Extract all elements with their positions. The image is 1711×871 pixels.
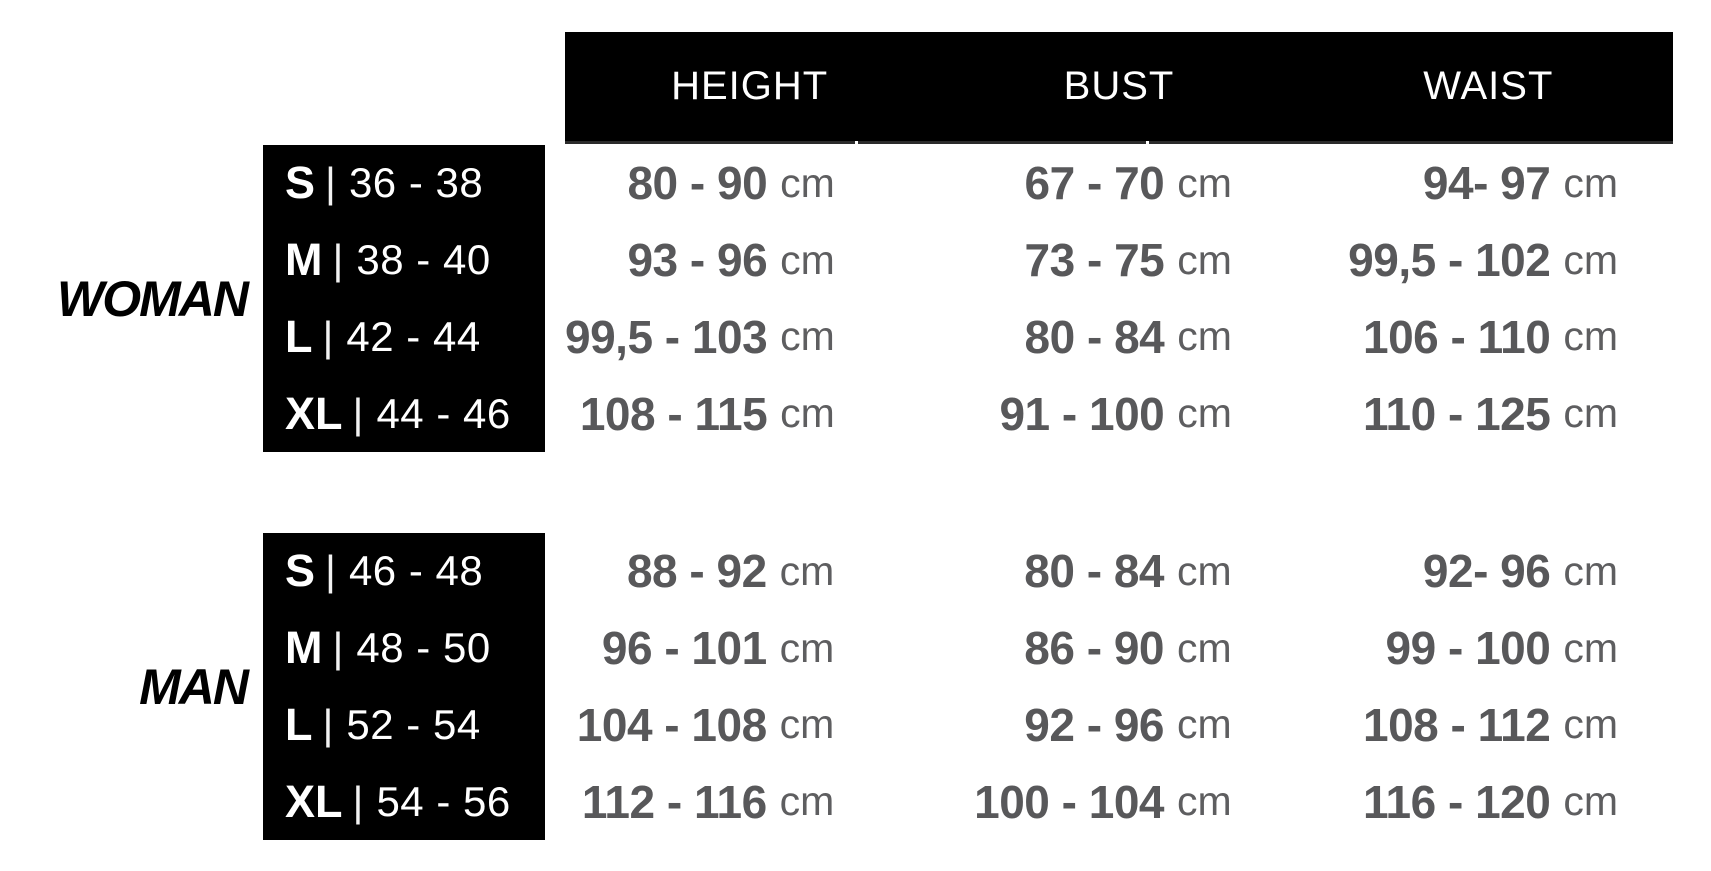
height-value	[565, 533, 934, 610]
size-range: 44 - 46	[376, 389, 511, 437]
measurement-range: 80 - 90	[627, 157, 768, 210]
unit-label: cm	[779, 547, 835, 594]
height-value	[565, 610, 934, 687]
measurement-range: 99,5 - 103	[565, 310, 768, 363]
size-letter: M	[285, 622, 323, 674]
size-row	[263, 610, 545, 687]
header-bottom-strip	[565, 141, 1673, 144]
measurement-range: 91 - 100	[999, 387, 1165, 440]
measurement-range: 93 - 96	[627, 234, 768, 287]
size-separator: |	[322, 312, 334, 360]
unit-label: cm	[1563, 701, 1618, 748]
height-value	[565, 299, 935, 376]
strip-segment	[1149, 141, 1673, 144]
size-separator: |	[352, 777, 364, 825]
size-row	[263, 375, 545, 452]
unit-label: cm	[780, 236, 835, 283]
measurement-range: 96 - 101	[601, 622, 767, 675]
measurement-range: 92- 96	[1422, 545, 1551, 598]
measurement-range: 80 - 84	[1024, 310, 1165, 363]
section-woman	[0, 145, 1673, 452]
size-row	[263, 145, 545, 222]
measurement-range: 94- 97	[1422, 157, 1551, 210]
unit-label: cm	[780, 313, 835, 360]
unit-label: cm	[779, 701, 835, 748]
size-range: 46 - 48	[348, 547, 484, 595]
measurement-range: 110 - 125	[1363, 387, 1551, 440]
header-column-height: HEIGHT	[671, 64, 829, 108]
measurement-range: 86 - 90	[1024, 622, 1164, 675]
height-value	[565, 687, 934, 764]
unit-label: cm	[1177, 159, 1232, 206]
size-range: 52 - 54	[346, 700, 481, 748]
height-value	[565, 763, 934, 840]
size-letter: S	[285, 545, 316, 597]
measurement-range: 104 - 108	[576, 698, 767, 751]
gender-label-woman: WOMAN	[57, 270, 247, 327]
unit-label: cm	[1563, 390, 1618, 437]
unit-label: cm	[1563, 159, 1618, 206]
size-row	[263, 222, 545, 299]
size-separator: |	[352, 389, 364, 437]
waist-value	[1304, 610, 1673, 687]
waist-value	[1304, 687, 1673, 764]
unit-label: cm	[779, 624, 835, 671]
unit-label: cm	[779, 778, 835, 825]
size-row	[263, 687, 545, 764]
size-separator: |	[322, 700, 334, 748]
waist-value	[1304, 533, 1673, 610]
measurement-range: 106 - 110	[1363, 310, 1551, 363]
bust-value	[934, 763, 1303, 840]
unit-label: cm	[1177, 313, 1232, 360]
size-row	[263, 763, 545, 840]
unit-label: cm	[1563, 547, 1618, 594]
measurement-range: 100 - 104	[974, 775, 1164, 828]
waist-value	[1304, 375, 1673, 452]
size-range: 38 - 40	[356, 236, 491, 284]
waist-value	[1304, 222, 1673, 299]
bust-value	[934, 687, 1303, 764]
size-row	[263, 533, 545, 610]
size-separator: |	[332, 236, 344, 284]
measurement-range: 108 - 115	[579, 387, 768, 440]
height-value	[565, 145, 935, 222]
table-header	[565, 32, 1673, 141]
bust-value	[935, 299, 1304, 376]
measurement-range: 108 - 112	[1363, 698, 1551, 751]
size-letter: L	[285, 698, 313, 750]
measurement-range: 116 - 120	[1363, 775, 1551, 828]
header-column-waist: WAIST	[1423, 64, 1554, 108]
strip-segment	[858, 141, 1146, 144]
bust-value	[934, 533, 1303, 610]
size-letter: XL	[285, 775, 343, 827]
measurement-range: 73 - 75	[1024, 234, 1165, 287]
measurement-range: 112 - 116	[581, 775, 767, 828]
size-range: 48 - 50	[356, 624, 491, 672]
size-separator: |	[332, 624, 344, 672]
height-value	[565, 222, 935, 299]
measurements-woman	[565, 145, 1673, 452]
header-column-bust: BUST	[1063, 64, 1175, 108]
strip-segment	[565, 141, 855, 144]
size-separator: |	[325, 159, 336, 207]
bust-value	[935, 222, 1304, 299]
waist-value	[1304, 763, 1673, 840]
unit-label: cm	[1563, 624, 1618, 671]
section-man	[0, 533, 1673, 840]
size-row	[263, 299, 545, 376]
measurement-range: 99 - 100	[1385, 622, 1551, 675]
size-letter: M	[285, 234, 323, 286]
gender-label-man: MAN	[139, 658, 247, 715]
size-letter: L	[285, 310, 313, 362]
measurement-range: 92 - 96	[1024, 698, 1164, 751]
unit-label: cm	[1177, 701, 1232, 748]
unit-label: cm	[1177, 547, 1232, 594]
size-letter: S	[285, 157, 316, 209]
bust-value	[935, 375, 1304, 452]
measurement-range: 80 - 84	[1024, 545, 1164, 598]
waist-value	[1304, 145, 1673, 222]
unit-label: cm	[780, 390, 835, 437]
measurements-man	[565, 533, 1673, 840]
unit-label: cm	[1177, 390, 1232, 437]
waist-value	[1304, 299, 1673, 376]
unit-label: cm	[1177, 778, 1232, 825]
unit-label: cm	[1177, 236, 1232, 283]
unit-label: cm	[1563, 778, 1618, 825]
size-range: 36 - 38	[348, 159, 484, 207]
unit-label: cm	[1177, 624, 1232, 671]
bust-value	[934, 610, 1303, 687]
size-box-man	[263, 533, 545, 840]
size-range: 42 - 44	[346, 312, 481, 360]
unit-label: cm	[1563, 313, 1618, 360]
measurement-range: 67 - 70	[1024, 157, 1165, 210]
size-range: 54 - 56	[376, 777, 511, 825]
unit-label: cm	[780, 159, 835, 206]
height-value	[565, 375, 935, 452]
bust-value	[935, 145, 1304, 222]
size-box-woman	[263, 145, 545, 452]
unit-label: cm	[1563, 236, 1618, 283]
size-separator: |	[325, 547, 336, 595]
size-letter: XL	[285, 387, 343, 439]
measurement-range: 88 - 92	[626, 545, 767, 598]
measurement-range: 99,5 - 102	[1348, 234, 1551, 287]
